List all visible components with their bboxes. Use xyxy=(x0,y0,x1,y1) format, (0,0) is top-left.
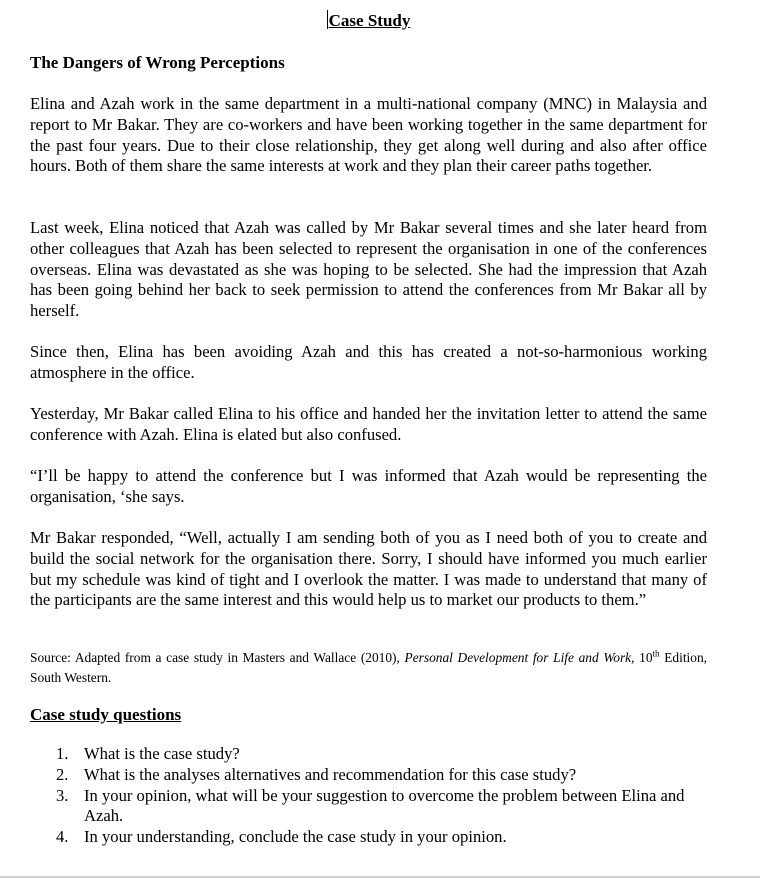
question-item xyxy=(30,786,707,828)
source-book-title: Personal Development for Life and Work, xyxy=(404,650,635,665)
question-number: 4. xyxy=(56,827,69,847)
questions-list xyxy=(30,744,707,848)
question-number: 3. xyxy=(56,785,69,805)
question-text: In your opinion, what will be your suggestion to overcome the problem between Elina and Azah. xyxy=(84,785,685,826)
case-subtitle: The Dangers of Wrong Perceptions xyxy=(30,53,285,72)
paragraph-5: “I’ll be happy to attend the conference but I was informed that Azah would be representing the organisation, ‘she says. xyxy=(30,466,707,506)
paragraph-1: Elina and Azah work in the same department in a multi-national company (MNC) in Malaysia and report to Mr Bakar. They are co-workers and have been working together in the same department for the past four years. Due to their close relationship, they get along well during and also after office hours. Both of them share the same interests at work and they plan their career paths together. xyxy=(30,94,707,176)
question-number: 2. xyxy=(56,764,69,784)
source-edition-suffix: th xyxy=(652,648,660,659)
source-edition-number: 10 xyxy=(639,650,653,665)
paragraph-2: Last week, Elina noticed that Azah was called by Mr Bakar several times and she later heard from other colleagues that Azah has been selected to represent the organisation in one of the conferences overseas. Elina was devastated as she was hoping to be selected. She had the impression that Azah has been going behind her back to seek permission to attend the conferences from Mr Bakar all by herself. xyxy=(30,218,707,321)
question-number: 1. xyxy=(56,744,69,763)
text-cursor xyxy=(327,10,328,29)
question-item xyxy=(30,765,707,786)
paragraph-3: Since then, Elina has been avoiding Azah and this has created a not-so-harmonious working atmosphere in the office. xyxy=(30,342,707,382)
question-text: What is the case study? xyxy=(84,744,240,763)
document-title-text: Case Study xyxy=(328,11,411,30)
source-prefix: Source: Adapted from a case study in Masters and Wallace (2010), xyxy=(30,650,405,665)
paragraph-4: Yesterday, Mr Bakar called Elina to his office and handed her the invitation letter to attend the same conference with Azah. Elina is elated but also confused. xyxy=(30,404,707,444)
question-item xyxy=(30,827,707,848)
paragraph-6: Mr Bakar responded, “Well, actually I am sending both of you as I need both of you to create and build the social network for the organisation there. Sorry, I should have informed you much earlier but my schedule was kind of tight and I overlook the matter. I was made to understand that many of the participants are the same interest and this would help us to market our products to them.” xyxy=(30,528,707,610)
source-edition-rest: Edition, South Western. xyxy=(30,650,707,685)
question-text: In your understanding, conclude the case study in your opinion. xyxy=(84,827,507,847)
document-title xyxy=(30,10,707,32)
question-text: What is the analyses alternatives and recommendation for this case study? xyxy=(84,764,577,784)
source-citation xyxy=(30,648,707,687)
question-item xyxy=(30,744,707,765)
questions-heading: Case study questions xyxy=(30,705,182,724)
